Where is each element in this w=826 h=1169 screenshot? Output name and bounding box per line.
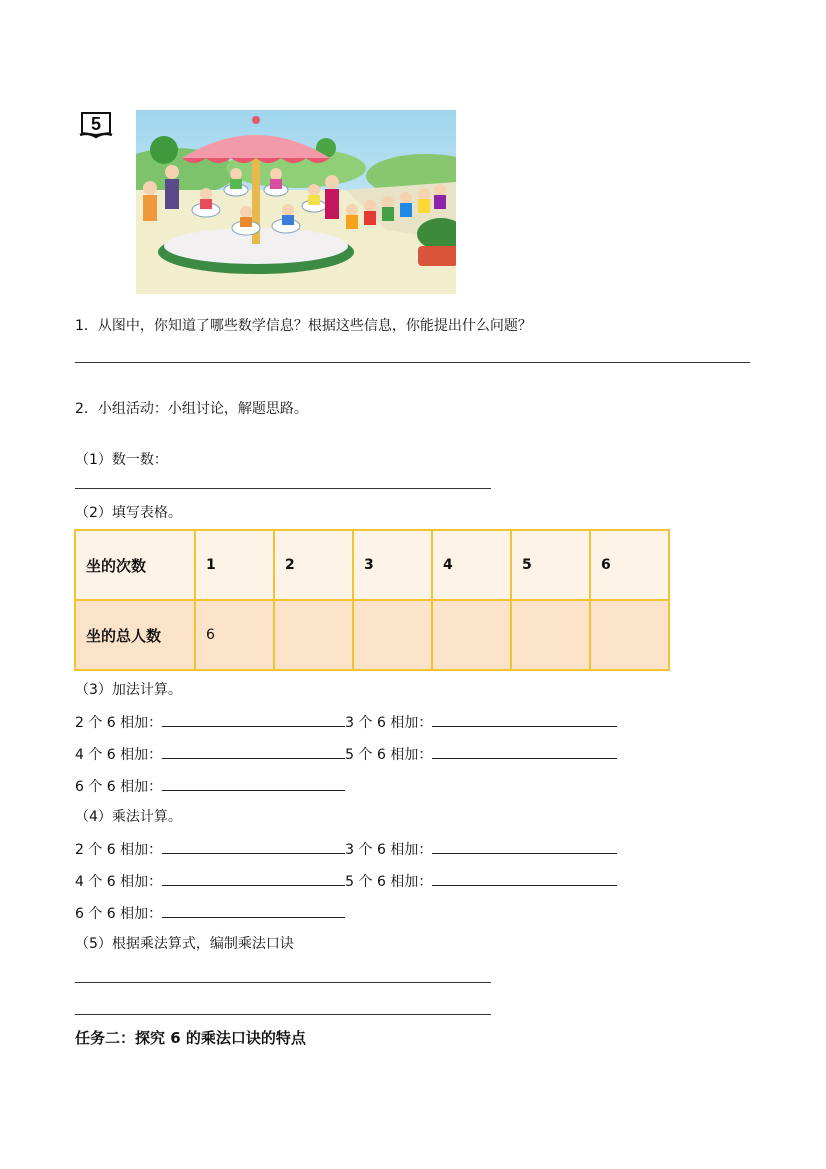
addition-label-4: 4 个 6 相加： [75,747,163,763]
multiplication-label-5: 5 个 6 相加： [345,874,433,890]
answer-blank[interactable] [432,712,617,727]
answer-blank[interactable] [432,744,617,759]
multiplication-label-6: 6 个 6 相加： [75,906,163,922]
answer-line-q1[interactable] [75,362,750,363]
addition-row [75,776,345,797]
question-1: 1．从图中，你知道了哪些数学信息？根据这些信息，你能提出什么问题？ [75,318,532,334]
fill-table [74,529,670,671]
addition-label-6: 6 个 6 相加： [75,779,163,795]
answer-line-step-5a[interactable] [75,982,491,983]
answer-blank[interactable] [162,903,345,918]
book-icon [79,111,113,139]
addition-row [75,712,617,733]
multiplication-label-4: 4 个 6 相加： [75,874,163,890]
table-cell-input[interactable] [590,600,669,670]
step-4-label: （4）乘法计算。 [75,809,182,825]
multiplication-label-2: 2 个 6 相加： [75,842,163,858]
table-cell: 4 [432,530,511,600]
table-cell: 1 [195,530,274,600]
table-cell: 6 [195,600,274,670]
answer-line-step-5b[interactable] [75,1014,491,1015]
table-cell: 5 [511,530,590,600]
answer-line-step-1[interactable] [75,488,491,489]
table-row [75,530,669,600]
table-cell-input[interactable] [432,600,511,670]
addition-label-2: 2 个 6 相加： [75,715,163,731]
task-2-heading: 任务二：探究 6 的乘法口诀的特点 [75,1029,306,1047]
step-2-label: （2）填写表格。 [75,505,182,521]
multiplication-row [75,839,617,860]
table-row [75,600,669,670]
answer-blank[interactable] [162,839,345,854]
question-2: 2．小组活动：小组讨论，解题思路。 [75,401,308,417]
step-3-label: （3）加法计算。 [75,682,182,698]
answer-blank[interactable] [432,871,617,886]
answer-blank[interactable] [162,776,345,791]
answer-blank[interactable] [162,712,345,727]
addition-label-5: 5 个 6 相加： [345,747,433,763]
table-cell: 2 [274,530,353,600]
answer-blank[interactable] [162,744,345,759]
addition-row [75,744,617,765]
multiplication-row [75,871,617,892]
table-cell: 6 [590,530,669,600]
carousel-illustration [136,110,456,294]
multiplication-row [75,903,345,924]
answer-blank[interactable] [432,839,617,854]
multiplication-label-3: 3 个 6 相加： [345,842,433,858]
answer-blank[interactable] [162,871,345,886]
table-cell: 3 [353,530,432,600]
table-cell-input[interactable] [511,600,590,670]
table-row-header: 坐的总人数 [75,600,195,670]
addition-label-3: 3 个 6 相加： [345,715,433,731]
table-cell-input[interactable] [353,600,432,670]
step-1-label: （1）数一数： [75,452,168,468]
table-row-header: 坐的次数 [75,530,195,600]
book-number: 5 [90,114,102,134]
step-5-label: （5）根据乘法算式，编制乘法口诀 [75,936,294,952]
table-cell-input[interactable] [274,600,353,670]
